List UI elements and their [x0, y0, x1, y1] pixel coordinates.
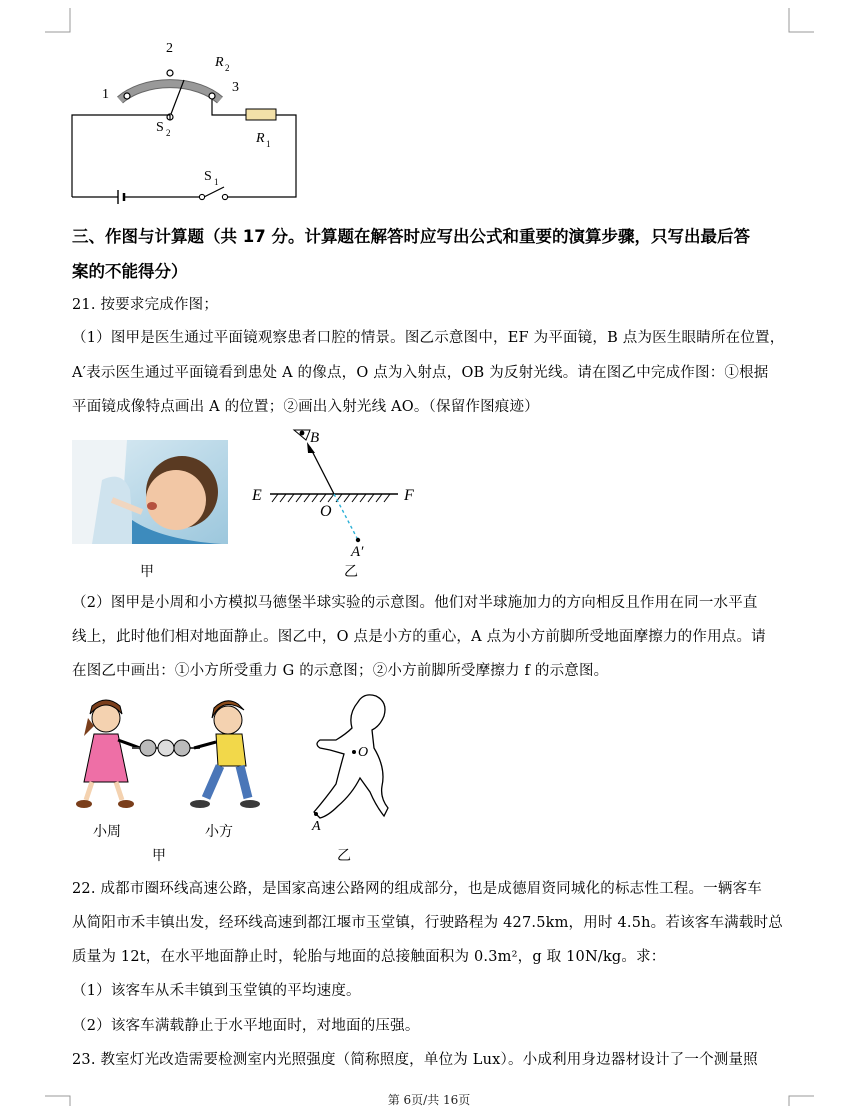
- q21-p1-line1: （1）图甲是医生通过平面镜观察患者口腔的情景。图乙示意图中，EF 为平面镜，B 点为医生眼睛所在位置，: [72, 330, 785, 346]
- q21-p1-line2: A′表示医生通过平面镜看到患处 A 的像点，O 点为入射点，OB 为反射光线。请在图乙中完成作图：①根据: [72, 365, 769, 381]
- q22-sub1: （1）该客车从禾丰镇到玉堂镇的平均速度。: [72, 983, 361, 999]
- q21-p1-line3: 平面镜成像特点画出 A 的位置；②画出入射光线 AO。（保留作图痕迹）: [72, 399, 539, 415]
- label-O: O: [320, 503, 332, 520]
- label-r2-sub: 2: [225, 63, 230, 73]
- silhouette-diagram: [300, 688, 400, 836]
- label-r1: R: [256, 131, 265, 146]
- fig2-name-right: 小方: [205, 824, 233, 840]
- fig2-name-left: 小周: [93, 824, 121, 840]
- q22-line2: 从简阳市禾丰镇出发，经环线高速到都江堰市玉堂镇，行驶路程为 427.5km，用时 4.5h。若该客车满载时总: [72, 915, 783, 931]
- label-r2: R: [215, 55, 224, 70]
- label-s1: S: [204, 169, 212, 184]
- label-A2: A: [312, 819, 321, 834]
- q21-p2-line2: 线上，此时他们相对地面静止。图乙中，O 点是小方的重心，A 点为小方前脚所受地面摩擦力的作用点。请: [72, 629, 766, 645]
- label-s2: S: [156, 120, 164, 135]
- fig1-caption-right: 乙: [344, 564, 358, 580]
- dentist-photo: [72, 440, 228, 544]
- label-pos3: 3: [232, 80, 239, 95]
- q22-line3: 质量为 12t，在水平地面静止时，轮胎与地面的总接触面积为 0.3m²，g 取 10N/kg。求：: [72, 949, 666, 965]
- mirror-diagram: [248, 420, 428, 560]
- label-s2-sub: 2: [166, 128, 171, 138]
- corner-mark-top-right: [784, 8, 814, 36]
- label-pos2: 2: [166, 41, 173, 56]
- label-pos1: 1: [102, 87, 109, 102]
- label-E: E: [252, 487, 262, 504]
- section-heading-line1: 三、作图与计算题（共 17 分。计算题在解答时应写出公式和重要的演算步骤，只写出最后答: [72, 227, 750, 246]
- fig2-caption-right: 乙: [337, 848, 351, 864]
- q21-title: 21. 按要求完成作图；: [72, 297, 219, 313]
- fig2-caption-left: 甲: [152, 848, 166, 864]
- page-number: 第 6页/共 16页: [387, 1093, 471, 1107]
- hemisphere-cartoon: [70, 696, 260, 818]
- fig1-caption-left: 甲: [140, 564, 154, 580]
- label-s1-sub: 1: [214, 177, 219, 187]
- q23-line1: 23. 教室灯光改造需要检测室内光照强度（简称照度，单位为 Lux）。小成利用身边器材设计了一个测量照: [72, 1052, 758, 1068]
- label-O2: O: [358, 745, 369, 760]
- label-F: F: [404, 487, 414, 504]
- label-A-prime: A′: [351, 544, 364, 560]
- section-heading-line2: 案的不能得分）: [72, 262, 188, 281]
- label-r1-sub: 1: [266, 139, 271, 149]
- circuit-diagram: [60, 30, 310, 210]
- q22-sub2: （2）该客车满载静止于水平地面时，对地面的压强。: [72, 1018, 420, 1034]
- q21-p2-line1: （2）图甲是小周和小方模拟马德堡半球实验的示意图。他们对半球施加力的方向相反且作用在同一水平直: [72, 595, 758, 611]
- q22-line1: 22. 成都市圈环线高速公路，是国家高速公路网的组成部分，也是成德眉资同城化的标志性工程。一辆客车: [72, 881, 762, 897]
- q21-p2-line3: 在图乙中画出：①小方所受重力 G 的示意图；②小方前脚所受摩擦力 f 的示意图。: [72, 663, 609, 679]
- label-B: B: [310, 430, 320, 446]
